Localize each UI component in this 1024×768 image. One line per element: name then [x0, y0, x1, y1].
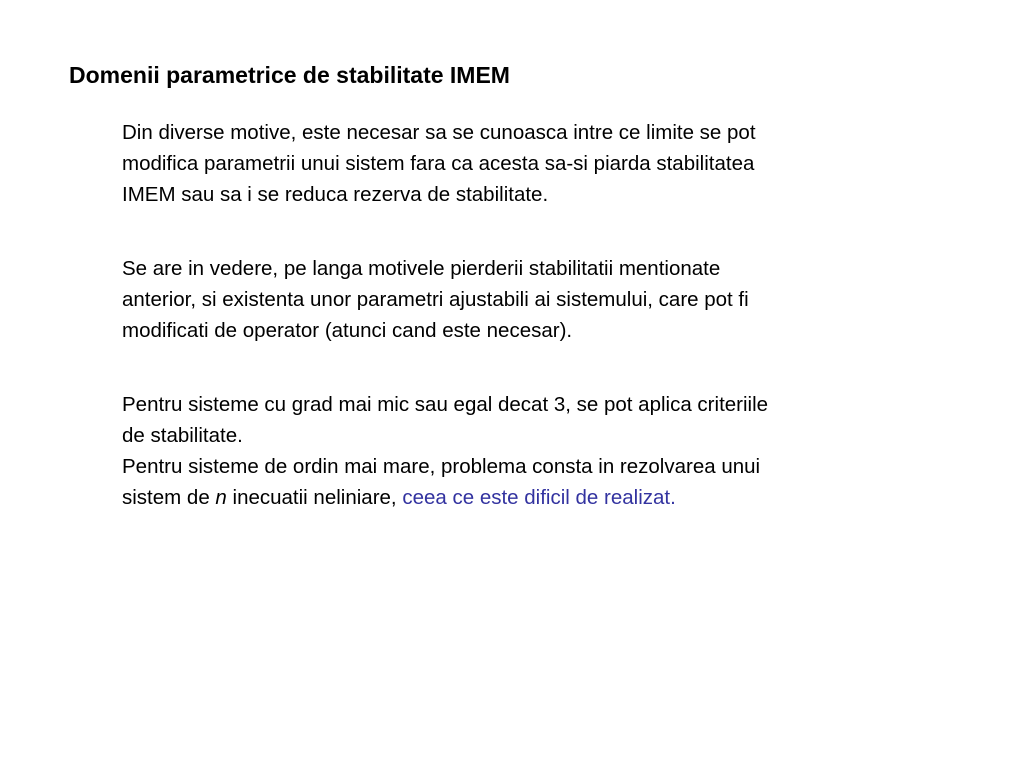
text-line: Din diverse motive, este necesar sa se cunoasca intre ce limite se pot — [122, 121, 756, 144]
variable-n: n — [215, 486, 227, 509]
paragraph-low-order-systems — [122, 389, 982, 451]
text-segment: inecuatii neliniare, — [226, 486, 403, 509]
highlighted-text: ceea ce este dificil de realizat. — [402, 486, 676, 509]
paragraph-high-order-systems — [122, 451, 982, 513]
text-line: de stabilitate. — [122, 424, 243, 447]
text-line: Pentru sisteme cu grad mai mic sau egal decat 3, se pot aplica criteriile — [122, 393, 769, 416]
paragraph-motivation — [122, 117, 982, 210]
slide-title: Domenii parametrice de stabilitate IMEM — [69, 62, 510, 88]
text-line: Se are in vedere, pe langa motivele pierderii stabilitatii mentionate — [122, 257, 721, 280]
paragraph-adjustable-parameters — [122, 253, 982, 346]
text-line-mixed — [122, 482, 982, 513]
text-line: modificati de operator (atunci cand este necesar). — [122, 319, 573, 342]
slide-body — [122, 117, 982, 513]
text-line: Pentru sisteme de ordin mai mare, problema consta in rezolvarea unui — [122, 455, 761, 478]
text-line: modifica parametrii unui sistem fara ca acesta sa-si piarda stabilitatea — [122, 152, 755, 175]
text-line: IMEM sau sa i se reduca rezerva de stabilitate. — [122, 183, 549, 206]
text-segment: sistem de — [122, 486, 216, 509]
text-line: anterior, si existenta unor parametri ajustabili ai sistemului, care pot fi — [122, 288, 749, 311]
